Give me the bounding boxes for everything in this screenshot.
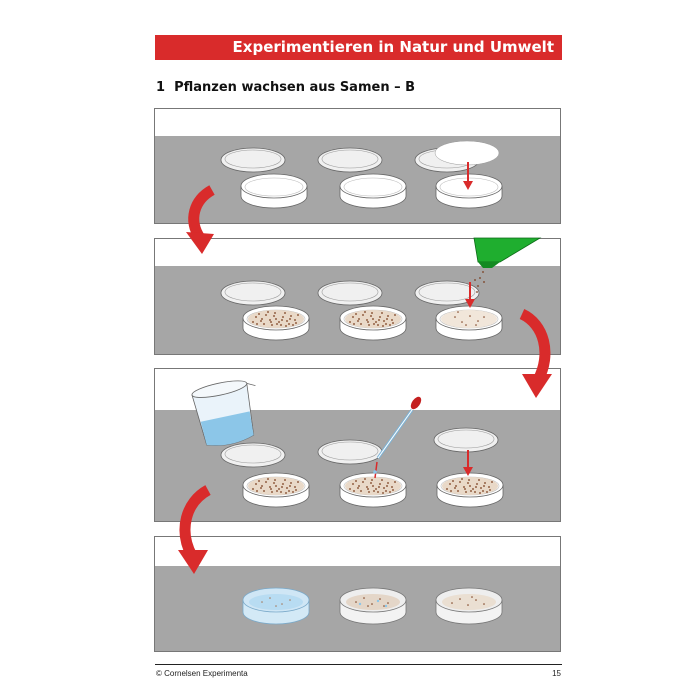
section-heading: 1 Pflanzen wachsen aus Samen – B: [156, 80, 416, 95]
footer-publisher: © Cornelsen Experimenta: [156, 669, 248, 678]
step-panel-4: [154, 536, 561, 652]
step-panel-1: [154, 108, 561, 224]
page-number: 15: [552, 669, 561, 678]
footer-divider: [155, 664, 562, 665]
chapter-header-bar: [155, 35, 562, 60]
step-panel-2: [154, 238, 561, 355]
chapter-title: Experimentieren in Natur und Umwelt: [232, 38, 554, 56]
step-panel-3: [154, 368, 561, 522]
